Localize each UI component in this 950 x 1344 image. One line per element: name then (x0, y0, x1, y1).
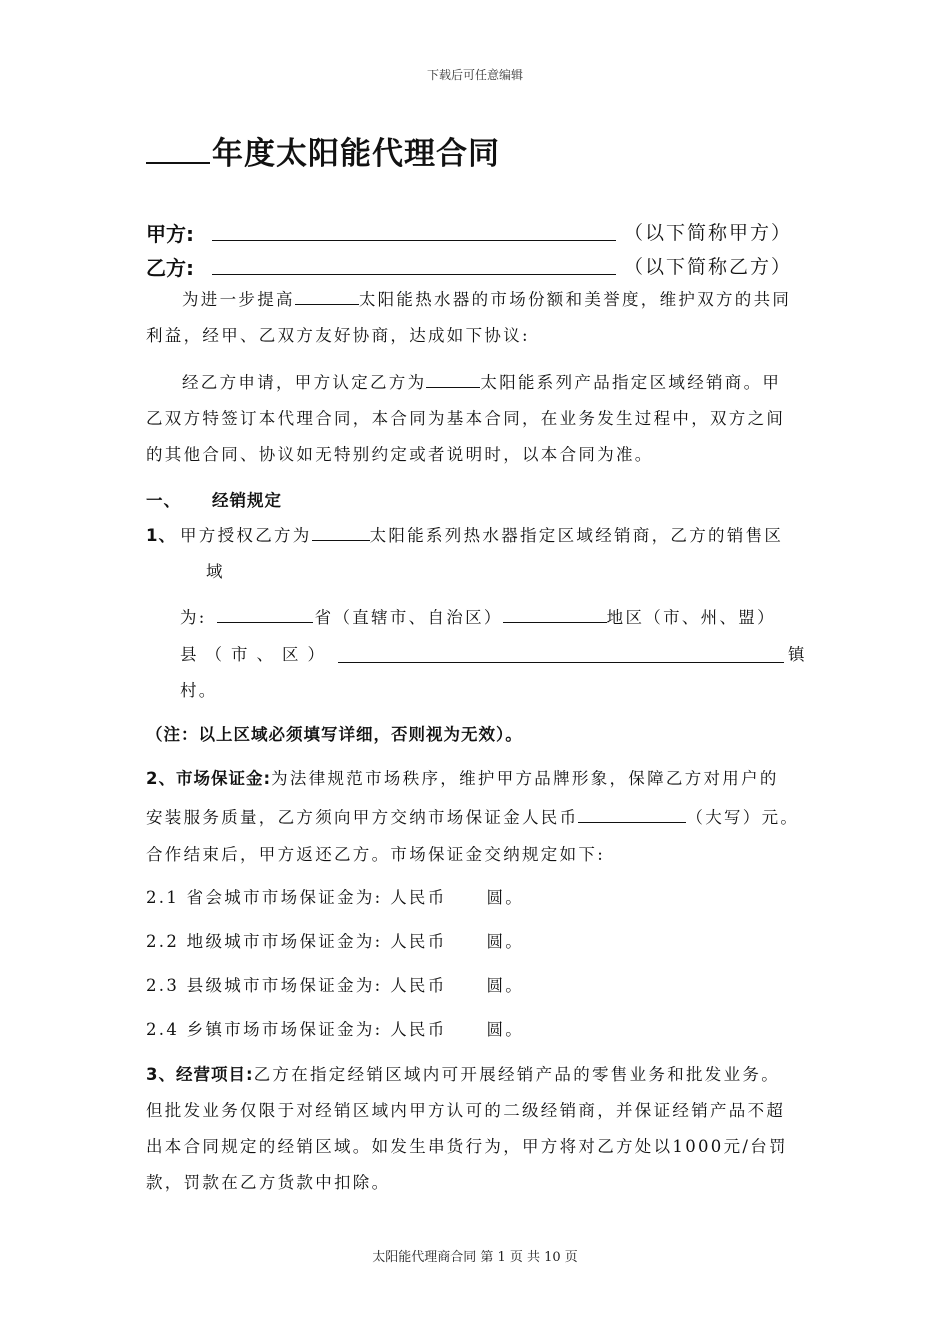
item1-town-label: 镇 (788, 645, 807, 664)
deposit-item: 2.2 地级城市市场保证金为: 人民币 圆。 (146, 932, 525, 951)
item3-line-2: 但批发业务仅限于对经销区域内甲方认可的二级经销商，并保证经销产品不超 (146, 1101, 786, 1120)
deposit-item: 2.3 县级城市市场保证金为: 人民币 圆。 (146, 976, 525, 995)
party-a-line (212, 240, 616, 241)
party-b-suffix: （以下简称乙方） (624, 256, 793, 278)
item1-line-1: 甲方授权乙方为 太阳能系列热水器指定区域经销商，乙方的销售区 (180, 518, 783, 554)
deposit-item: 2.1 省会城市市场保证金为: 人民币 圆。 (146, 888, 525, 907)
section1-number: 一、 (146, 491, 181, 510)
title-text: 年度太阳能代理合同 (212, 136, 500, 172)
page-header: 下载后可任意编辑 (426, 68, 523, 82)
item2-line-1: 2、市场保证金:为法律规范市场秩序，维护甲方品牌形象，保障乙方对用户的 (146, 769, 779, 788)
item3-line-3: 出本合同规定的经销区域。如发生串货行为，甲方将对乙方处以1000元/台罚 (146, 1137, 788, 1156)
intro-line-2: 利益，经甲、乙双方友好协商，达成如下协议: (146, 326, 530, 345)
item1-line-2: 域 (206, 562, 225, 581)
brand-blank (295, 287, 359, 305)
deposit-item: 2.4 乡镇市场市场保证金为: 人民币 圆。 (146, 1020, 525, 1039)
section1-title: 经销规定 (212, 491, 282, 510)
item2-line-2: 安装服务质量，乙方须向甲方交纳市场保证金人民币 （大写）元。 (146, 800, 799, 836)
item1-county-label: 县（市、区） (180, 645, 333, 664)
item1-village-label: 村。 (180, 681, 218, 700)
deposit-amount-blank (578, 805, 686, 823)
party-a-label: 甲方: (146, 222, 194, 246)
item1-region-line: 为: 省（直辖市、自治区） 地区（市、州、盟） (180, 600, 776, 636)
county-town-blank (338, 662, 784, 663)
authorized-brand-blank (312, 523, 370, 541)
party-a-suffix: （以下简称甲方） (624, 222, 793, 244)
intro-line-1: 为进一步提高 太阳能热水器的市场份额和美誉度，维护双方的共同 (182, 282, 791, 318)
item3-line-4: 款，罚款在乙方货款中扣除。 (146, 1173, 391, 1192)
page-footer: 太阳能代理商合同 第 1 页 共 10 页 (372, 1250, 578, 1265)
contract-title (146, 128, 500, 173)
item1-number: 1、 (146, 526, 176, 545)
year-blank (146, 134, 210, 164)
para2-line-1: 经乙方申请，甲方认定乙方为 太阳能系列产品指定区域经销商。甲 (182, 365, 781, 401)
party-b-label: 乙方: (146, 256, 194, 280)
dealer-brand-blank (426, 370, 480, 388)
para2-line-3: 的其他合同、协议如无特别约定或者说明时，以本合同为准。 (146, 445, 654, 464)
province-blank (217, 605, 313, 623)
item3-line-1: 3、经营项目:乙方在指定经销区域内可开展经销产品的零售业务和批发业务。 (146, 1065, 780, 1084)
party-b-line (212, 274, 616, 275)
region-note: （注：以上区域必须填写详细，否则视为无效）。 (146, 725, 523, 744)
para2-line-2: 乙双方特签订本代理合同，本合同为基本合同，在业务发生过程中，双方之间 (146, 409, 786, 428)
item2-line-3: 合作结束后，甲方返还乙方。市场保证金交纳规定如下: (146, 845, 606, 864)
district-blank (503, 605, 607, 623)
